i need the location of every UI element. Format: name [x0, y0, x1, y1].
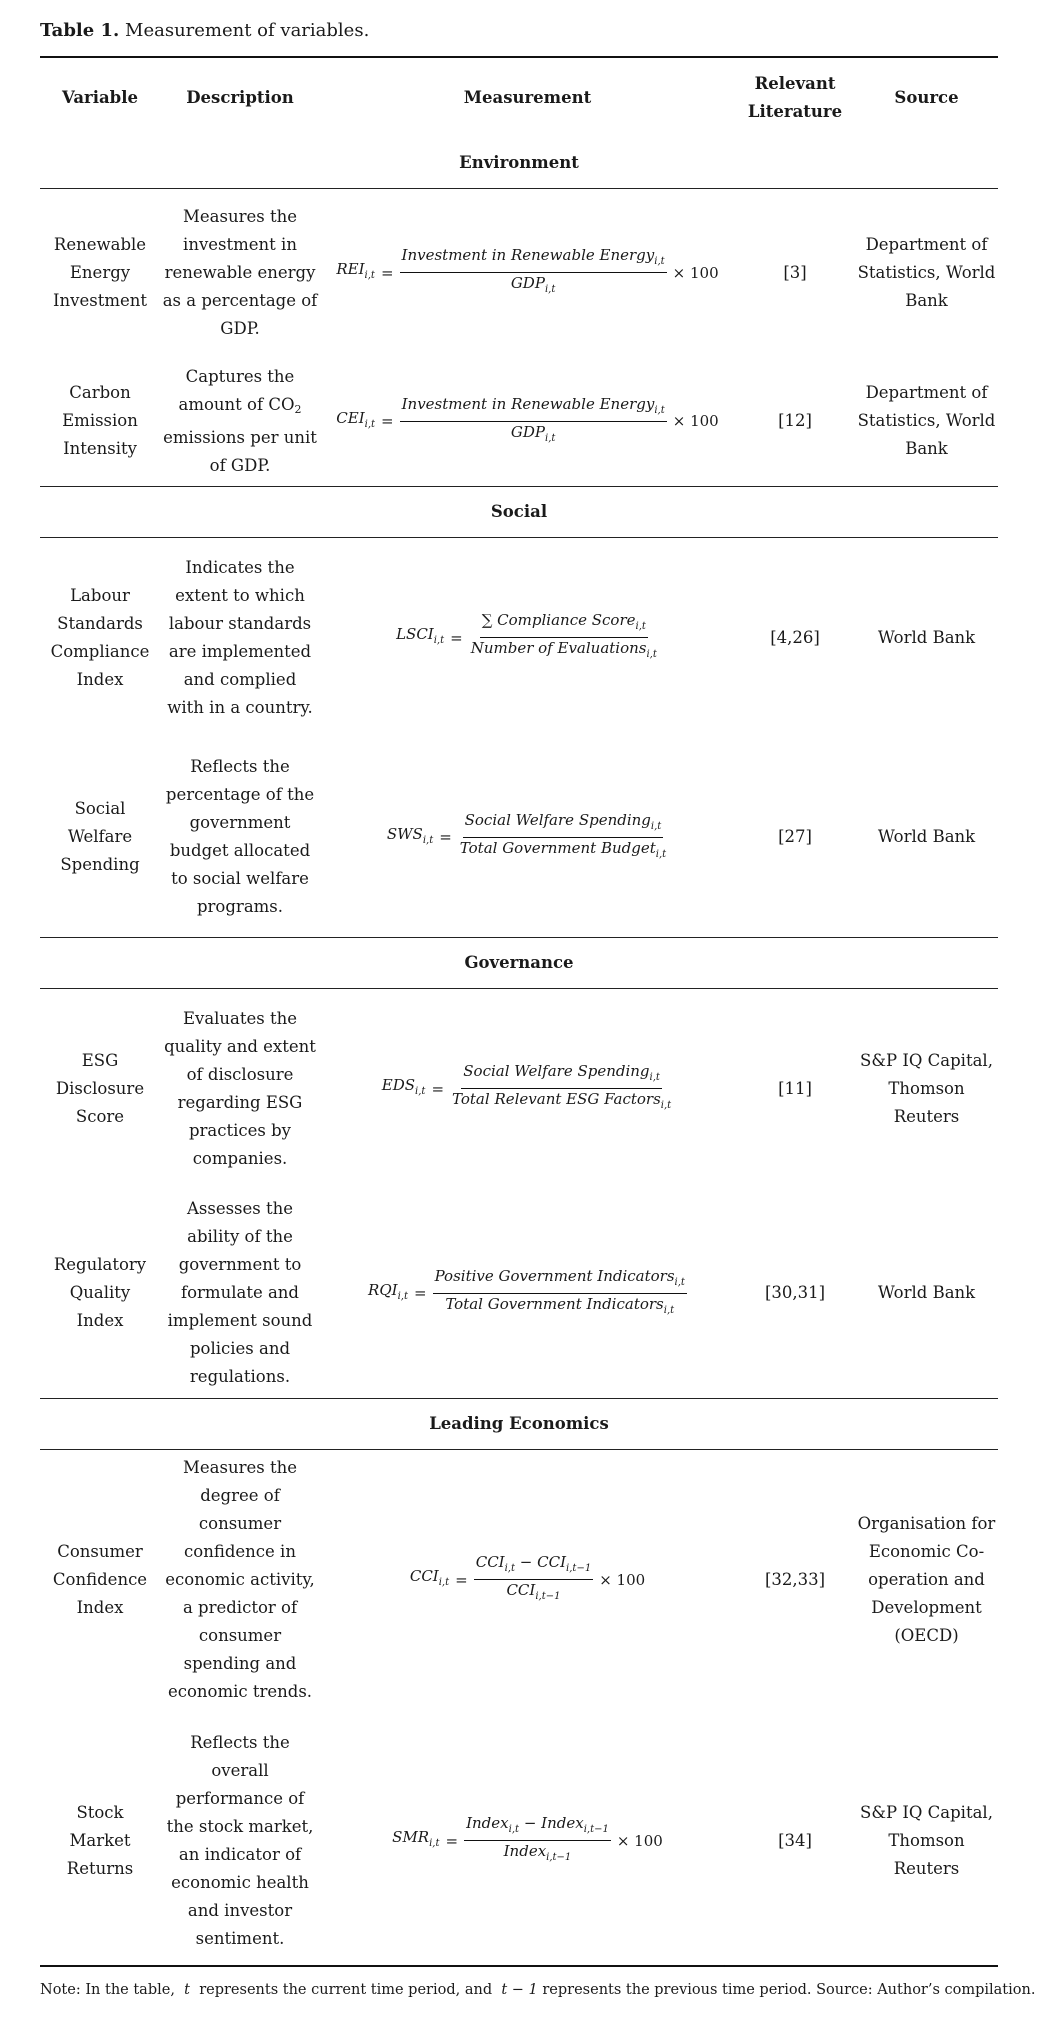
description-line: the stock market, [166, 1816, 314, 1836]
formula [336, 245, 718, 300]
formula-term: CCI [506, 1581, 536, 1600]
literature-cell: [30,31] [764, 1283, 826, 1303]
subscript: i,t [364, 270, 375, 282]
variable-line: Emission [62, 411, 138, 431]
formula-lhs: CEI [336, 408, 365, 427]
subscript: i,t [654, 404, 665, 416]
description-line: implement sound [167, 1311, 313, 1331]
formula-denominator-text: Total Relevant ESG Factors [452, 1090, 661, 1109]
table-row [40, 1450, 998, 1710]
formula-denominator-text: Total Government Indicators [445, 1294, 664, 1313]
source-line: World Bank [877, 827, 976, 847]
literature-cell: [4,26] [770, 627, 820, 647]
table-row [40, 189, 998, 357]
description-line: economic trends. [167, 1681, 313, 1701]
description-line: policies and [189, 1339, 291, 1359]
formula-denominator-text: GDP [510, 274, 545, 293]
source-line: Development [871, 1597, 982, 1617]
formula-lhs: RQI [368, 1280, 398, 1299]
description-line: Evaluates the [182, 1008, 298, 1028]
equals-sign: = [445, 1831, 459, 1850]
source-line: operation and [868, 1569, 985, 1589]
formula [392, 1813, 663, 1868]
subscript: i,t−1 [535, 1591, 561, 1603]
formula-denominator-text: GDP [510, 422, 546, 441]
formula [382, 1061, 673, 1116]
fraction [474, 1552, 593, 1607]
section-title: Environment [40, 138, 998, 189]
formula-multiplier: × 100 [616, 1831, 663, 1850]
source-line: Reuters [893, 1106, 960, 1126]
denominator [450, 1089, 673, 1116]
source-cell [855, 1450, 998, 1710]
table-row [40, 738, 998, 938]
subscript: i,t [397, 1290, 408, 1302]
source-cell [855, 1710, 998, 1972]
bottom-rule [40, 1965, 998, 1967]
variable-line: Market [69, 1830, 131, 1850]
source-cell [855, 189, 998, 357]
description-line: and investor [187, 1900, 293, 1920]
measurement-cell [320, 538, 735, 738]
description-line: investment in [183, 234, 297, 254]
subscript: i,t [429, 1838, 440, 1849]
header-variable: Variable [62, 88, 138, 107]
variable-cell [40, 989, 160, 1189]
description-line: consumer [198, 1625, 282, 1645]
source-line: S&P IQ Capital, [860, 1802, 993, 1822]
description-cell [160, 538, 320, 738]
table-row [40, 538, 998, 738]
section-row [40, 938, 998, 989]
formula-numerator-text: Social Welfare Spending [464, 810, 651, 829]
description-line: regulations. [189, 1367, 291, 1387]
note-prefix: Note: In the table, [40, 1982, 175, 1998]
description-cell [160, 357, 320, 487]
header-source: Source [894, 88, 959, 107]
description-line: Measures the [183, 206, 297, 226]
description-line: Assesses the [186, 1199, 294, 1219]
measurement-cell [320, 738, 735, 938]
literature-cell: [3] [783, 262, 807, 282]
variable-cell [40, 538, 160, 738]
variable-cell [40, 1189, 160, 1399]
description-line: of GDP. [209, 455, 271, 475]
formula-numerator-text: Investment in Renewable Energy [401, 246, 655, 265]
variable-line: ESG [81, 1050, 119, 1070]
variable-cell [40, 738, 160, 938]
caption-text: Measurement of variables. [125, 20, 370, 41]
literature-cell: [11] [778, 1078, 812, 1098]
denominator [504, 1580, 562, 1607]
description-line: spending and [183, 1653, 297, 1673]
table-row [40, 357, 998, 487]
subscript: i,t [655, 848, 667, 860]
description-line: are implemented [168, 641, 312, 661]
variable-line: Carbon [69, 383, 131, 403]
description-line: extent to which [175, 585, 305, 605]
description-line: performance of [175, 1788, 305, 1808]
subscript: i,t [433, 635, 445, 647]
variable-line: Consumer [57, 1541, 143, 1561]
formula-term: CCI [537, 1553, 567, 1572]
formula-lhs: REI [336, 260, 365, 279]
description-cell [160, 1450, 320, 1710]
description-line: quality and extent [164, 1036, 316, 1056]
formula [410, 1552, 645, 1607]
measurement-table [40, 58, 998, 1972]
literature-cell: [34] [778, 1830, 812, 1850]
equals-sign: = [439, 828, 452, 847]
source-line: Statistics, World [857, 411, 996, 431]
measurement-cell [320, 1710, 735, 1972]
description-line: practices by [188, 1120, 292, 1140]
description-line: Reflects the [190, 757, 290, 777]
source-line: Bank [905, 439, 948, 459]
formula [387, 810, 668, 865]
variable-line: Labour [70, 585, 130, 605]
caption-label: Table 1. [40, 20, 120, 41]
subscript: i,t [635, 621, 646, 633]
variable-line: Index [76, 1311, 124, 1331]
literature-cell: [27] [778, 827, 812, 847]
section-row [40, 138, 998, 189]
variable-line: Investment [53, 290, 147, 310]
description-line: percentage of the [165, 785, 315, 805]
variable-line: Quality [69, 1283, 131, 1303]
denominator [458, 838, 668, 865]
description-cell [160, 1710, 320, 1972]
variable-line: Welfare [67, 827, 133, 847]
variable-line: Returns [66, 1858, 134, 1878]
variable-line: Intensity [63, 439, 137, 459]
fraction [469, 610, 659, 665]
fraction [458, 810, 668, 865]
denominator [502, 1841, 574, 1868]
equals-sign: = [455, 1570, 468, 1589]
description-line: budget allocated [169, 841, 311, 861]
variable-line: Regulatory [53, 1255, 147, 1275]
minus-sign: − [523, 1814, 537, 1832]
header-measurement: Measurement [463, 88, 592, 107]
variable-cell [40, 189, 160, 357]
measurement-cell [320, 1450, 735, 1710]
description-line: ability of the [187, 1227, 293, 1247]
fraction [400, 394, 667, 449]
formula-term: Index [503, 1842, 547, 1860]
formula-term: CCI [475, 1553, 505, 1572]
source-line: Statistics, World [857, 262, 996, 282]
numerator [461, 1061, 662, 1089]
description-cell [160, 1189, 320, 1399]
description-line: emissions per unit [163, 427, 317, 447]
formula-multiplier: × 100 [672, 412, 719, 431]
description-line: consumer [198, 1513, 282, 1533]
numerator [400, 394, 667, 422]
formula-denominator-text: Total Government Budget [459, 838, 656, 857]
variable-line: Renewable [53, 234, 147, 254]
variable-line: Confidence [52, 1569, 148, 1589]
measurement-cell [320, 189, 735, 357]
source-line: (OECD) [894, 1625, 959, 1645]
description-line: degree of [200, 1485, 280, 1505]
formula-multiplier: × 100 [672, 263, 719, 282]
subscript: i,t [364, 418, 376, 430]
equals-sign: = [380, 263, 394, 282]
variable-line: Energy [69, 262, 131, 282]
description-cell [160, 738, 320, 938]
header-row [40, 58, 998, 138]
note-suffix: represents the previous time period. Source: Author’s compilation. [542, 1982, 1036, 1998]
subscript: i,t [654, 256, 665, 268]
source-line: Bank [905, 290, 948, 310]
equals-sign: = [450, 628, 463, 647]
variable-line: Score [75, 1106, 125, 1126]
formula-numerator-text: Social Welfare Spending [463, 1062, 650, 1081]
description-line: companies. [192, 1148, 288, 1168]
source-cell [855, 357, 998, 487]
formula-multiplier: × 100 [599, 1570, 646, 1589]
subscript: i,t [545, 432, 556, 444]
fraction [450, 1061, 673, 1116]
source-cell [855, 738, 998, 938]
source-cell [855, 989, 998, 1189]
variable-line: Index [76, 669, 124, 689]
description-cell [160, 989, 320, 1189]
description-line: confidence in [184, 1541, 296, 1561]
source-line: World Bank [877, 1283, 976, 1303]
equals-sign: = [431, 1079, 445, 1098]
denominator [509, 422, 558, 449]
description-line: renewable energy [164, 262, 316, 282]
section-title: Governance [40, 938, 998, 989]
numerator [400, 245, 667, 273]
description-line: as a percentage of [162, 290, 318, 310]
variable-line: Standards [57, 613, 143, 633]
formula-lhs: SWS [386, 824, 423, 843]
formula-lhs: CCI [409, 1567, 439, 1586]
measurement-cell [320, 357, 735, 487]
description-line: amount of CO [178, 394, 295, 414]
variable-line: Disclosure [55, 1078, 145, 1098]
co2-subscript: 2 [294, 402, 302, 416]
fraction [433, 1266, 687, 1321]
description-line: GDP. [220, 318, 260, 338]
literature-cell: [12] [778, 411, 812, 431]
formula-term: Index [541, 1814, 584, 1832]
description-line: Measures the [183, 1457, 297, 1477]
description-line: economic health [171, 1872, 309, 1892]
variable-cell [40, 1450, 160, 1710]
variable-line: Index [76, 1597, 124, 1617]
source-line: S&P IQ Capital, [860, 1050, 993, 1070]
source-cell [855, 538, 998, 738]
source-line: Economic Co- [868, 1541, 985, 1561]
table-caption [40, 20, 369, 41]
measurement-cell [320, 1189, 735, 1399]
description-line: labour standards [168, 613, 312, 633]
numerator [464, 1813, 611, 1841]
formula-lhs: SMR [392, 1828, 430, 1846]
formula-numerator-text: Positive Government Indicators [434, 1266, 675, 1285]
source-line: Reuters [893, 1858, 960, 1878]
subscript: i,t−1 [546, 1852, 572, 1863]
table-row [40, 1710, 998, 1972]
subscript: i,t−1 [583, 1824, 609, 1835]
table-note [40, 1982, 1035, 1998]
description-line: a predictor of [182, 1597, 298, 1617]
subscript: i,t [422, 834, 434, 846]
subscript: i,t [438, 1577, 450, 1589]
equals-sign: = [413, 1284, 427, 1303]
source-line: World Bank [877, 627, 976, 647]
header-literature-line2: Literature [747, 102, 843, 121]
subscript: i,t [508, 1824, 520, 1835]
fraction [464, 1813, 611, 1868]
measurement-cell [320, 989, 735, 1189]
subscript: i,t [649, 1072, 660, 1084]
description-line: overall [211, 1760, 269, 1780]
description-line: Captures the [185, 366, 295, 386]
formula [396, 610, 659, 665]
subscript: i,t [504, 1563, 516, 1575]
subscript: i,t [674, 1276, 685, 1288]
source-line: Thomson [888, 1830, 965, 1850]
description-line: sentiment. [195, 1928, 285, 1948]
description-line: Reflects the [190, 1732, 290, 1752]
description-line: to social welfare [171, 869, 309, 889]
note-t: t [184, 1982, 190, 1998]
source-line: Department of [865, 383, 988, 403]
minus-sign: − [519, 1553, 533, 1572]
variable-line: Spending [60, 855, 140, 875]
variable-line: Stock [76, 1802, 124, 1822]
header-description: Description [186, 88, 294, 107]
equals-sign: = [381, 412, 394, 431]
formula-lhs: EDS [381, 1076, 416, 1095]
formula-numerator-text: ∑ Compliance Score [481, 611, 636, 630]
formula-term: Index [466, 1814, 509, 1832]
formula-denominator-text: Number of Evaluations [470, 639, 647, 658]
note-t-minus-1: t − 1 [501, 1982, 538, 1998]
source-line: Department of [865, 234, 988, 254]
numerator [433, 1266, 687, 1294]
subscript: i,t−1 [566, 1563, 592, 1575]
description-line: regarding ESG [177, 1092, 303, 1112]
section-row [40, 1399, 998, 1450]
literature-cell: [32,33] [764, 1569, 826, 1589]
header-literature-line1: Relevant [754, 74, 836, 93]
numerator [480, 610, 648, 638]
subscript: i,t [646, 649, 657, 661]
variable-cell [40, 357, 160, 487]
fraction [400, 245, 667, 300]
table-row [40, 1189, 998, 1399]
denominator [443, 1294, 676, 1321]
variable-cell [40, 1710, 160, 1972]
subscript: i,t [660, 1100, 672, 1112]
description-line: Indicates the [185, 557, 295, 577]
description-line: economic activity, [165, 1569, 315, 1589]
source-line: Thomson [888, 1078, 965, 1098]
description-cell [160, 189, 320, 357]
description-line: with in a country. [167, 697, 313, 717]
description-line: programs. [196, 897, 284, 917]
description-line: an indicator of [178, 1844, 302, 1864]
description-line: formulate and [181, 1283, 299, 1303]
formula-numerator-text: Investment in Renewable Energy [401, 394, 655, 413]
section-row [40, 487, 998, 538]
description-line: and complied [183, 669, 297, 689]
subscript: i,t [650, 820, 662, 832]
section-title: Social [40, 487, 998, 538]
formula [368, 1266, 687, 1321]
description-line: government [189, 813, 291, 833]
section-title: Leading Economics [40, 1399, 998, 1450]
formula-lhs: LSCI [396, 625, 434, 644]
description-line: of disclosure [186, 1064, 294, 1084]
numerator [463, 810, 664, 838]
header-literature [735, 58, 855, 138]
source-cell [855, 1189, 998, 1399]
numerator [474, 1552, 593, 1580]
source-line: Organisation for [857, 1513, 996, 1533]
subscript: i,t [544, 284, 556, 296]
denominator [469, 638, 659, 665]
variable-line: Social [74, 799, 126, 819]
subscript: i,t [415, 1086, 426, 1098]
denominator [509, 273, 558, 300]
table-row [40, 989, 998, 1189]
formula [336, 394, 718, 449]
variable-line: Compliance [50, 641, 150, 661]
note-mid: represents the current time period, and [199, 1982, 493, 1998]
subscript: i,t [663, 1304, 675, 1316]
description-line: government to [178, 1255, 302, 1275]
